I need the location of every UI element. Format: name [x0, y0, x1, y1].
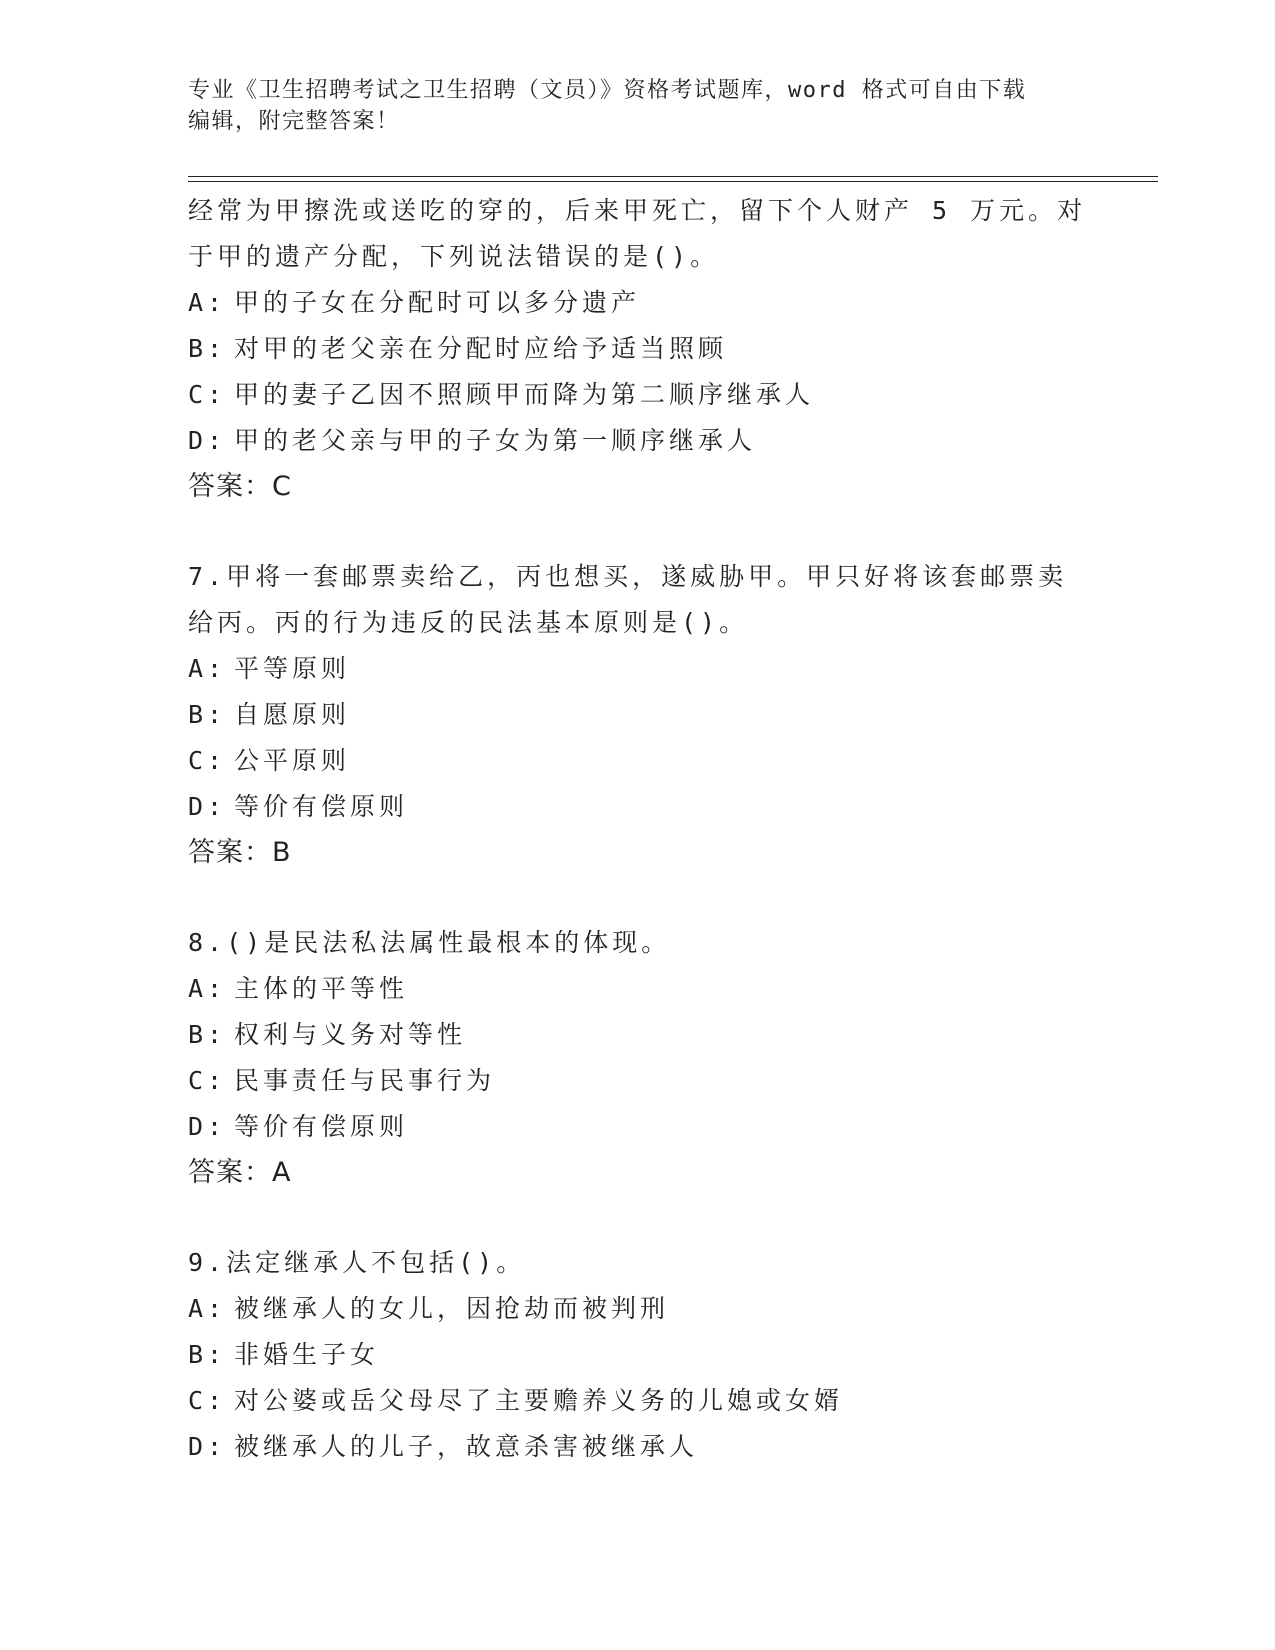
option-letter: D:	[188, 1112, 227, 1141]
option-a	[188, 280, 1088, 326]
option-d	[188, 418, 1088, 464]
option-letter: C:	[188, 1386, 227, 1415]
document-header	[188, 75, 1088, 137]
option-c	[188, 738, 1088, 784]
option-c	[188, 1058, 1088, 1104]
option-letter: A:	[188, 654, 227, 683]
answer-line: 答案：C	[188, 471, 292, 502]
question-block-7	[188, 554, 1088, 876]
block-spacer	[188, 1196, 1088, 1240]
option-text: 被继承人的女儿，因抢劫而被判刑	[234, 1294, 670, 1323]
header-line-2: 编辑，附完整答案！	[188, 109, 400, 134]
option-b	[188, 692, 1088, 738]
option-a	[188, 646, 1088, 692]
option-c	[188, 1378, 1088, 1424]
option-letter: A:	[188, 288, 227, 317]
option-letter: B:	[188, 334, 227, 363]
option-text: 自愿原则	[234, 700, 351, 729]
option-letter: A:	[188, 974, 227, 1003]
question-text-line: 给丙。丙的行为违反的民法基本原则是()。	[188, 608, 749, 637]
option-text: 等价有偿原则	[234, 1112, 409, 1141]
option-text: 权利与义务对等性	[234, 1020, 467, 1049]
answer-line: 答案：A	[188, 1157, 292, 1188]
option-letter: C:	[188, 380, 227, 409]
option-letter: D:	[188, 1432, 227, 1461]
option-b	[188, 1012, 1088, 1058]
option-letter: D:	[188, 426, 227, 455]
question-text-line: 于甲的遗产分配，下列说法错误的是()。	[188, 242, 720, 271]
option-letter: A:	[188, 1294, 227, 1323]
option-letter: B:	[188, 1340, 227, 1369]
option-letter: C:	[188, 746, 227, 775]
option-b	[188, 326, 1088, 372]
option-d	[188, 1424, 1088, 1470]
option-c	[188, 372, 1088, 418]
option-letter: B:	[188, 700, 227, 729]
question-text-line: 9.法定继承人不包括()。	[188, 1248, 526, 1277]
option-text: 公平原则	[234, 746, 351, 775]
option-text: 对公婆或岳父母尽了主要赡养义务的儿媳或女婿	[234, 1386, 844, 1415]
header-divider-bottom	[188, 181, 1158, 182]
option-text: 对甲的老父亲在分配时应给予适当照顾	[234, 334, 728, 363]
option-text: 等价有偿原则	[234, 792, 409, 821]
option-text: 主体的平等性	[234, 974, 409, 1003]
option-a	[188, 1286, 1088, 1332]
question-text-line: 经常为甲擦洗或送吃的穿的，后来甲死亡，留下个人财产 5 万元。对	[188, 196, 1087, 225]
option-d	[188, 1104, 1088, 1150]
block-spacer	[188, 876, 1088, 920]
question-text-line: 7.甲将一套邮票卖给乙，丙也想买，遂威胁甲。甲只好将该套邮票卖	[188, 562, 1068, 591]
option-text: 甲的老父亲与甲的子女为第一顺序继承人	[234, 426, 757, 455]
option-d	[188, 784, 1088, 830]
answer-line: 答案：B	[188, 837, 292, 868]
option-text: 甲的子女在分配时可以多分遗产	[234, 288, 641, 317]
block-spacer	[188, 510, 1088, 554]
option-text: 平等原则	[234, 654, 351, 683]
option-letter: C:	[188, 1066, 227, 1095]
question-text-line: 8.()是民法私法属性最根本的体现。	[188, 928, 671, 957]
question-block-continued	[188, 188, 1088, 510]
option-text: 被继承人的儿子，故意杀害被继承人	[234, 1432, 699, 1461]
question-block-9	[188, 1240, 1088, 1470]
header-line-1: 专业《卫生招聘考试之卫生招聘（文员）》资格考试题库，word 格式可自由下载	[188, 78, 1027, 103]
option-letter: D:	[188, 792, 227, 821]
option-text: 民事责任与民事行为	[234, 1066, 496, 1095]
question-content	[188, 188, 1088, 1470]
header-divider-top	[188, 176, 1158, 177]
option-a	[188, 966, 1088, 1012]
option-letter: B:	[188, 1020, 227, 1049]
question-block-8	[188, 920, 1088, 1196]
option-text: 甲的妻子乙因不照顾甲而降为第二顺序继承人	[234, 380, 815, 409]
option-b	[188, 1332, 1088, 1378]
option-text: 非婚生子女	[234, 1340, 380, 1369]
